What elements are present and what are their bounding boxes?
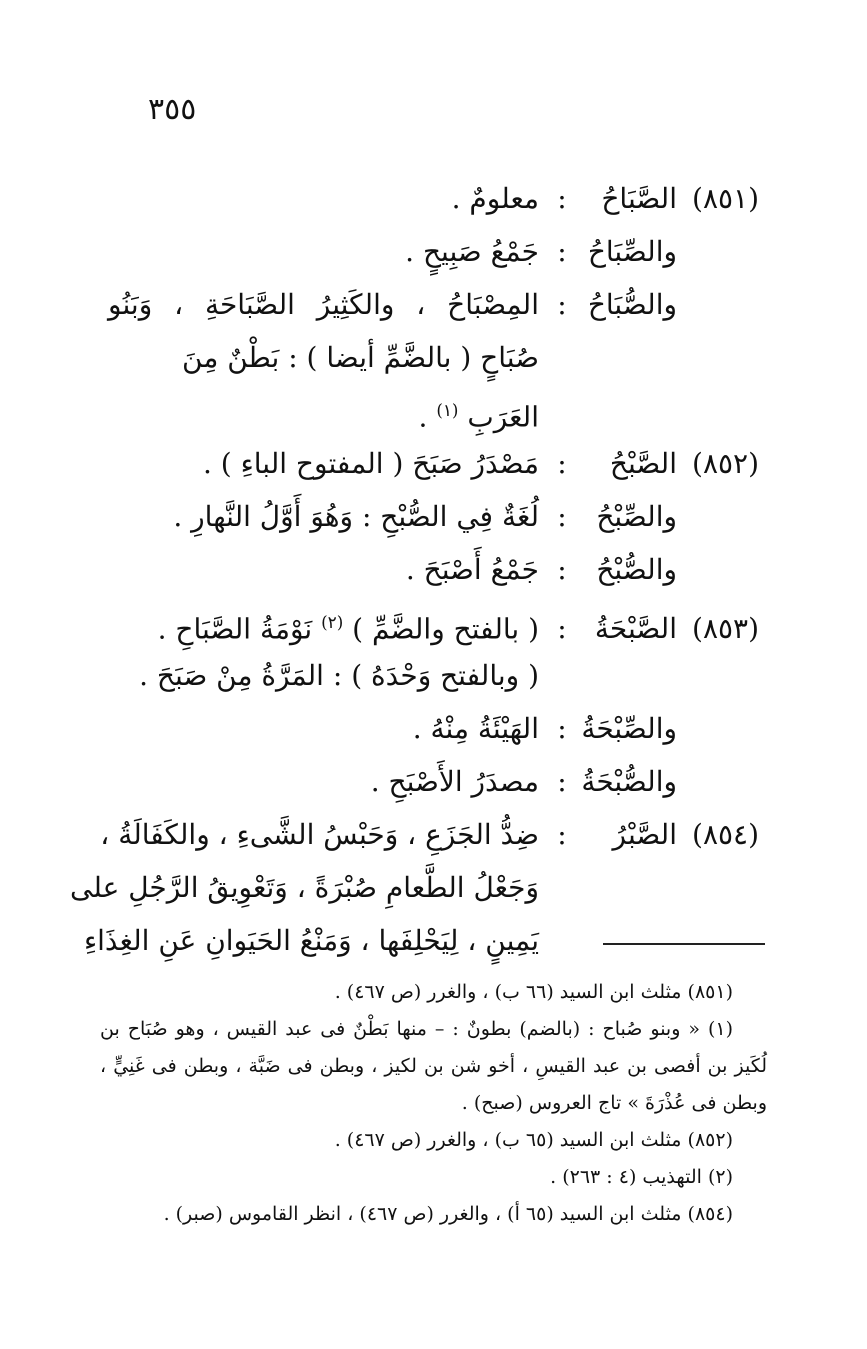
entry-text-tail: نَوْمَةُ الصَّبَاحِ .	[157, 612, 322, 646]
footnotes	[100, 974, 767, 1233]
entry-row	[108, 755, 759, 808]
entry-number: (٨٥٤)	[692, 818, 759, 851]
entry-continuation	[70, 861, 759, 914]
footnote-marker: (١)	[436, 400, 459, 420]
entry-term: الصَّبَاحُ	[601, 182, 677, 215]
entry-definition	[108, 384, 539, 443]
footnote: لُكَيز بن أفصى بن عبد القيسِ ، أخو شن بن لكيز ، وبطن فى ضَبَّة ، وبطن فى غَنِيٍّ ،	[100, 1055, 767, 1077]
entry-colon: :	[557, 500, 567, 533]
entry-row	[108, 278, 759, 331]
page-number: ٣٥٥	[148, 92, 197, 127]
entry-definition: وَجَعْلُ الطَّعامِ صُبْرَةً ، وَتَعْوِيقُ الرَّجُلِ على	[70, 871, 539, 904]
entry-definition: ( وبالفتح وَحْدَهُ ) : المَرَّةُ مِنْ صَبَحَ .	[139, 659, 539, 692]
entry-definition: ضِدُّ الجَزَعِ ، وَحَبْسُ الشَّىءِ ، والكَفَالَةُ ،	[100, 818, 539, 851]
entry-number: (٨٥٣)	[692, 612, 759, 646]
entry-definition: الهَيْئَةُ مِنْهُ .	[412, 712, 539, 745]
footnote: وبطن فى عُذْرَةَ » تاج العروس (صبح) .	[461, 1092, 767, 1114]
entry-term: والصُّبْحَةُ	[581, 765, 677, 798]
entry-term: والصِّبْحُ	[596, 500, 677, 533]
entry-term: الصَّبْرُ	[612, 818, 677, 851]
entry-definition: جَمْعُ أَصْبَحَ .	[405, 553, 539, 586]
entry-definition: معلومٌ .	[451, 182, 539, 215]
entry-text: ( بالفتح والضَّمِّ )	[352, 612, 539, 646]
footnote-marker: (٢)	[321, 612, 344, 632]
entry-row	[108, 596, 759, 649]
footnote: (٨٥٤) مثلث ابن السيد (٦٥ أ) ، والغرر (ص ٤٦٧) ، انظر القاموس (صبر) .	[163, 1203, 733, 1225]
entry-colon: :	[557, 712, 567, 745]
entry-text: العَرَبِ	[467, 400, 539, 434]
entry-definition: لُغَةٌ فِي الصُّبْحِ : وَهُوَ أَوَّلُ النَّهارِ .	[173, 500, 539, 533]
entry-row	[108, 543, 759, 596]
entry-term: والصُّبْحُ	[596, 553, 677, 586]
entry-colon: :	[557, 818, 567, 851]
entry-colon: :	[557, 447, 567, 480]
entry-row	[108, 437, 759, 490]
entry-definition: مصدَرُ الأَصْبَحِ .	[370, 765, 539, 798]
entry-continuation	[108, 384, 759, 437]
entry-colon: :	[557, 612, 567, 646]
entry-colon: :	[557, 182, 567, 215]
entry-continuation	[83, 914, 759, 967]
dictionary-entries	[70, 172, 759, 967]
entry-colon: :	[557, 235, 567, 268]
entry-definition: يَمِينٍ ، لِيَحْلِفَها ، وَمَنْعُ الحَيَوانِ عَنِ الغِذَاءِ	[83, 924, 539, 957]
entry-definition: صُبَاحٍ ( بالضَّمِّ أيضا ) : بَطْنٌ مِنَ	[182, 341, 539, 374]
entry-term: والصِّبْحَةُ	[581, 712, 677, 745]
entry-term: والصُّبَاحُ	[587, 288, 677, 321]
entry-number: (٨٥٢)	[692, 447, 759, 480]
entry-colon: :	[557, 288, 567, 321]
footnote: (٨٥٢) مثلث ابن السيد (٦٥ ب) ، والغرر (ص ٤٦٧) .	[334, 1129, 733, 1151]
footnote: (٨٥١) مثلث ابن السيد (٦٦ ب) ، والغرر (ص ٤٦٧) .	[334, 981, 733, 1003]
entry-row	[108, 702, 759, 755]
entry-definition: جَمْعُ صَبِيحٍ .	[405, 235, 539, 268]
entry-definition: مَصْدَرُ صَبَحَ ( المفتوح الباءِ ) .	[202, 447, 539, 480]
entry-term: الصَّبْحُ	[609, 447, 677, 480]
footnote: (٢) التهذيب (٤ : ٢٦٣) .	[550, 1166, 733, 1188]
entry-term: والصِّبَاحُ	[587, 235, 677, 268]
entry-colon: :	[557, 553, 567, 586]
entry-definition	[108, 596, 539, 655]
entry-text-tail: .	[418, 400, 437, 434]
entry-number: (٨٥١)	[692, 182, 759, 215]
entry-row	[100, 808, 759, 861]
entry-term: الصَّبْحَةُ	[594, 612, 677, 646]
entry-row	[108, 490, 759, 543]
entry-row	[108, 225, 759, 278]
footnote: (١) « وبنو صُباح : (بالضم) بطونٌ : – منها بَطْنٌ فى عبد القيس ، وهو صُبَاح بن	[100, 1018, 733, 1040]
entry-row	[108, 172, 759, 225]
entry-colon: :	[557, 765, 567, 798]
entry-continuation	[108, 649, 759, 702]
footnote-separator	[603, 943, 765, 945]
entry-definition: المِصْبَاحُ ، والكَثِيرُ الصَّبَاحَةِ ، وَبَنُو	[108, 288, 539, 321]
entry-continuation	[108, 331, 759, 384]
